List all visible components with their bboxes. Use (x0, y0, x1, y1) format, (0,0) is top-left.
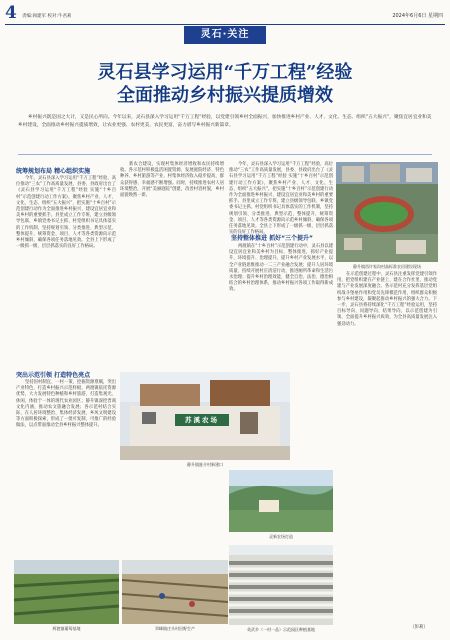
headline-line-1: 灵石县学习运用“千万工程”经验 (97, 62, 353, 83)
farm-sign: 苏溪农场 (185, 416, 219, 424)
greenhouse-photo (229, 545, 333, 625)
lead-paragraph: 乡村振兴既是国之大计，又是民心所向。今年以来，灵石县深入学习运用“千万工程”经验，以党建引领乡村全面振兴，加快推进乡村产业、人才、文化、生态、组织“五大振兴”，聚焦宜居宜业和美乡村建设，全面推动乡村振兴提质增效，让农业更强、农村更美、农民更富，奋力谱写乡村振兴新篇章。 (18, 115, 432, 128)
body-text-2: 坚持因村制宜、一村一策，挖掘资源禀赋，突出产业特色，打造乡村振兴示范样板。两渡镇依托资源优势，大力发展特色种植和乡村旅游，打造集观光、休闲、体验于一体的现代农业园区；静升镇深挖晋商文化内涵，推动农文旅融合发展；各示范村结合实际，在人居环境整治、集体经济发展、乡风文明建设等方面积极探索，形成了一批可复制、可推广的经验做法，以点带面推动全县乡村振兴整体提升。 (16, 380, 116, 429)
section-title-4: 坚持整体推进 抓好“三个提升” (231, 235, 313, 242)
aerial-field-photo (336, 162, 438, 262)
body-text-4: 今年，灵石县深入学习运用“千万工程”经验，高位推动“三农”工作高质量发展，县委、县政府出台了《灵石县学习运用“千万工程”经验 实施“十乡百村”示范创建行动工作方案》，聚焦乡村产业、人才、文化、生态、组织“五大振兴”，把实施“十乡百村”示范创建行动作为全面推进乡村振兴、建设宜居宜业和美乡村的重要抓手。县里成立工作专班，建立县级领导包联、乡镇党委书记主抓、村党组织书记具体落实的工作机制，坚持规划引领、分类推进、典型示范、整体提升，统筹资金、项目、人才等各类资源向示范乡村倾斜，确保各项任务落地见效。全县上下形成了一级抓一级、层层抓落实的良好工作格局。 (229, 162, 333, 236)
body-text-1: 今年，灵石县深入学习运用“千万工程”经验，高位推动“三农”工作高质量发展，县委、县政府出台了《灵石县学习运用“千万工程”经验 实施“十乡百村”示范创建行动工作方案》，聚焦乡村产业、人才、文化、生态、组织“五大振兴”，把实施“十乡百村”示范创建行动作为全面推进乡村振兴、建设宜居宜业和美乡村的重要抓手。县里成立工作专班，建立县级领导包联、乡镇党委书记主抓、村党组织书记具体落实的工作机制，坚持规划引领、分类推进、典型示范、整体提升，统筹资金、项目、人才等各类资源向示范乡村倾斜，确保各项任务落地见效。全县上下形成了一级抓一级、层层抓落实的良好工作格局。 (16, 176, 116, 250)
page-number: 4 (5, 3, 17, 23)
section-title-2: 突出示范引领 打造特色亮点 (16, 372, 91, 379)
field-work-photo (122, 560, 228, 624)
page-header (5, 4, 445, 26)
photo-caption-4: 两渡镇葡萄基地 (52, 626, 81, 631)
body-text-5: 两渡镇在“十乡百村”示范创建行动中，灵石县以建设宜居宜业和美乡村为目标，整体推进，抓好产业提升、环境提升、治理提升。提升乡村产业发展水平，以全产业链思维推动一二三产业融合发展；提升人居环境质量，持续开展村庄清洁行动，推进厕所革命和生活污水治理；提升乡村治理效能，健全自治、法治、德治相结合的乡村治理体系，推动乡村振兴各项工作取得新成效。 (229, 244, 333, 293)
column-name: 灵石·关注 (184, 26, 266, 44)
vineyard-photo (14, 560, 119, 624)
editor-line: 责编:阎建军 校对:牛君莉 (22, 14, 72, 19)
photo-caption-2: 静升镇旌介村新建口 (187, 462, 223, 467)
body-text-6: 在示范创建过程中，灵石县注重发挥党建引领作用，把党组织建在产业链上、建在合作社里，推动党建与产业发展深度融合。各示范村充分发挥基层党组织战斗堡垒作用和党员先锋模范作用，组织群众积极参与乡村建设，凝聚起推动乡村振兴的强大合力。下一步，灵石县将持续深化“千万工程”经验运用，坚持目标导向、问题导向、结果导向，以示范创建为引领，全面提升乡村振兴质效，为全县高质量发展注入强劲动力。 (337, 272, 437, 327)
photo-caption-1: 静升镇西许家沟村高标准农田建设现场 (353, 264, 421, 269)
author-mark: （彭莉） (410, 625, 428, 630)
photo-caption-6: 英武乡（一村一品）示范园区种植基地 (247, 627, 315, 632)
issue-date: 2024年6月6日 星期四 (392, 13, 443, 19)
header-rule (5, 24, 445, 25)
lead-divider (18, 154, 432, 155)
body-text-3: 新农合建设，实现村集体经济增收和农民持续增收。各示范村积极盘活闲置资源，发展庭院经济、特色种养、乡村旅游等产业，村集体经济收入稳步提高，群众获得感、幸福感不断增强。同时，持续推进农村人居环境整治，开展“美丽庭院”创建，改善村容村貌，乡村面貌焕然一新。 (120, 162, 224, 199)
photo-caption-5: 翠峰镇庄头村田野生产 (155, 626, 195, 631)
photo-caption-3: 灵新农场打造 (269, 534, 293, 539)
section-title-1: 统筹规划布局 精心组织实施 (16, 168, 91, 175)
headline-line-2: 全面推动乡村振兴提质增效 (117, 85, 333, 106)
green-landscape-photo (229, 470, 333, 532)
